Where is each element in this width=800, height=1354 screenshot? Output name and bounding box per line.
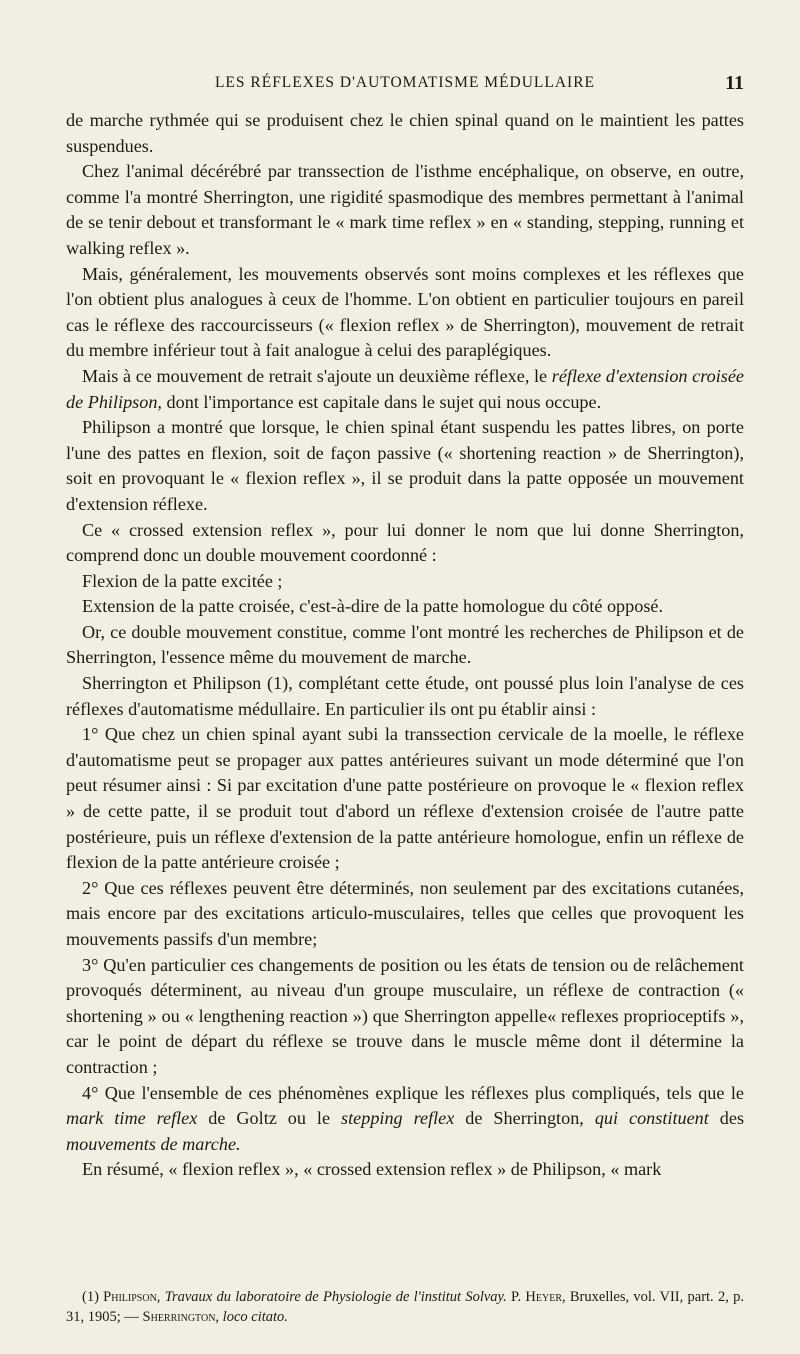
emphasis-text: réflexe d'extension croisée de Philipson, bbox=[66, 365, 744, 412]
paragraph: Ce « crossed extension reflex », pour lui donner le nom que lui donne Sherrington, comprend donc un double mouvement coordonné : bbox=[66, 519, 744, 566]
paragraph: En résumé, « flexion reflex », « crossed extension reflex » de Philipson, « mark bbox=[82, 1159, 662, 1180]
paragraph: de marche rythmée qui se produisent chez le chien spinal quand on le maintient les pattes suspendues. bbox=[66, 110, 744, 156]
paragraph bbox=[66, 1081, 744, 1158]
emphasis-text: qui constituent bbox=[594, 1108, 709, 1129]
footnote-author: Sherrington, bbox=[142, 1309, 220, 1325]
footnote-author: Philipson, bbox=[103, 1289, 161, 1305]
emphasis-text: mark time reflex bbox=[66, 1108, 198, 1129]
paragraph: 3° Qu'en particulier ces changements de position ou les états de tension ou de relâchement provoqués déterminent, au niveau d'un groupe musculaire, un réflexe de contraction (« shortening » ou « lengthening reaction ») que Sherrington appelle« reflexes proprioceptifs », car le point de départ du réflexe se trouve dans le muscle même dont il détermine la contraction ; bbox=[66, 954, 744, 1077]
footnote-reference: loco citato. bbox=[222, 1309, 288, 1325]
paragraph: Mais, généralement, les mouvements observés sont moins complexes et les réflexes que l'on obtient plus analogues à ceux de l'homme. L'on obtient en particulier toujours en pareil cas le réflexe des raccourcisseurs (« flexion reflex » de Sherrington), mouvement de retrait du membre inférieur tout à fait analogue à celui des paraplégiques. bbox=[66, 263, 744, 361]
page-header bbox=[66, 74, 744, 102]
emphasis-text: mouvements de marche. bbox=[66, 1133, 241, 1154]
paragraph: Sherrington et Philipson (1), complétant cette étude, ont poussé plus loin l'analyse de ces réflexes d'automatisme médullaire. En particulier ils ont pu établir ainsi : bbox=[66, 673, 744, 719]
text-run: 4° Que l'ensemble de ces phénomènes explique les réflexes plus compliqués, tels que le bbox=[82, 1082, 744, 1103]
paragraph: Chez l'animal décérébré par transsection de l'isthme encéphalique, on observe, en outre, comme l'a montré Sherrington, une rigidité spasmodique des membres permettant à l'animal de se tenir debout et transformant le « mark time reflex » en « standing, stepping, running et walking reflex ». bbox=[66, 161, 744, 258]
paragraph: Flexion de la patte excitée ; bbox=[82, 570, 283, 591]
text-run: des bbox=[708, 1108, 745, 1129]
text-run: de Sherrington, bbox=[454, 1108, 595, 1129]
emphasis-text: stepping reflex bbox=[341, 1108, 455, 1129]
paragraph: Extension de la patte croisée, c'est-à-dire de la patte homologue du côté opposé. bbox=[82, 596, 664, 617]
page-number: 11 bbox=[725, 72, 744, 94]
paragraph: 1° Que chez un chien spinal ayant subi la transsection cervicale de la moelle, le réflexe d'automatisme peut se propager aux pattes antérieures suivant un mode déterminé que l'on peut résumer ainsi : Si par excitation d'une patte postérieure on provoque le « flexion reflex » de cette patte, il se produit tout d'abord un réflexe d'extension croisée de l'autre patte postérieure, puis un réflexe d'extension de la patte antérieure homologue, enfin un réflexe de flexion de la patte antérieure croisée ; bbox=[66, 724, 744, 873]
text-run: Mais à ce mouvement de retrait s'ajoute un deuxième réflexe, le bbox=[82, 365, 552, 386]
footnote-text bbox=[66, 1287, 744, 1327]
footnote-title: Travaux du laboratoire de Physiologie de l'institut Solvay. bbox=[164, 1289, 507, 1305]
paragraph: Or, ce double mouvement constitue, comme l'ont montré les recherches de Philipson et de Sherrington, l'essence même du mouvement de marche. bbox=[66, 621, 744, 668]
text-run: dont l'importance est capitale dans le sujet qui nous occupe. bbox=[161, 391, 602, 412]
paragraph: Philipson a montré que lorsque, le chien spinal étant suspendu les pattes libres, on porte l'une des pattes en flexion, soit de façon passive (« shortening reaction » de Sherrington), soit en provoquant le « flexion reflex », il se produit dans la patte opposée un mouvement d'extension réflexe. bbox=[66, 417, 744, 514]
text-run: de Goltz ou le bbox=[197, 1108, 342, 1129]
footnote-author: Heyer, bbox=[525, 1289, 566, 1305]
running-title: LES RÉFLEXES D'AUTOMATISME MÉDULLAIRE bbox=[214, 74, 596, 91]
paragraph bbox=[66, 364, 744, 415]
text-run: P. bbox=[506, 1289, 526, 1305]
paragraph: 2° Que ces réflexes peuvent être déterminés, non seulement par des excitations cutanées, mais encore par des excitations articulo-musculaires, telles que celles que provoquent les mouvements passifs d'un membre; bbox=[66, 877, 744, 949]
body-text bbox=[66, 108, 744, 1183]
footnote bbox=[66, 1287, 744, 1327]
footnote-marker: (1) bbox=[82, 1289, 104, 1305]
text-run: Bruxelles, vol. VII, part. 2, p. 31, 1905; — bbox=[66, 1289, 744, 1325]
